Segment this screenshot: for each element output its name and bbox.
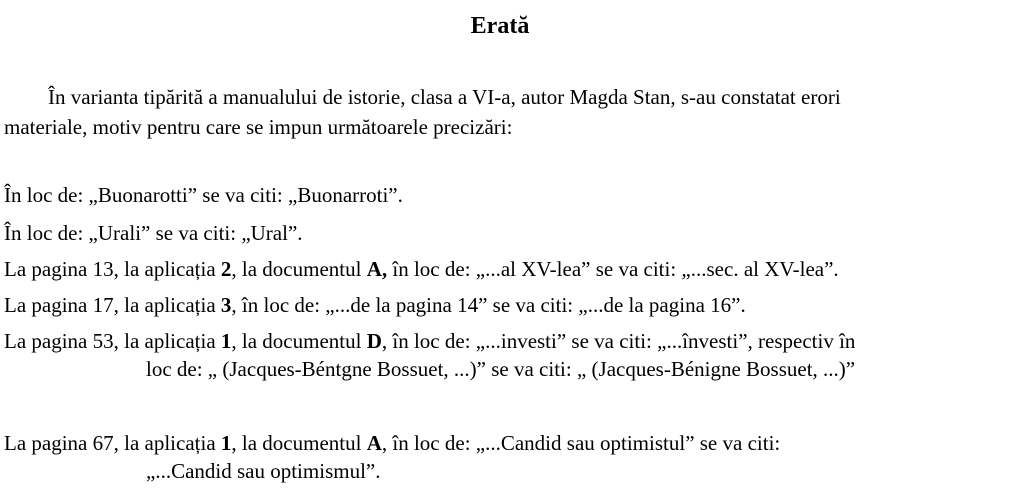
correction-6-doc: A	[366, 431, 382, 455]
correction-6-mid: , la documentul	[231, 431, 367, 455]
correction-1	[4, 180, 403, 210]
correction-6-continuation: „...Candid sau optimismul”.	[146, 459, 381, 483]
intro-line-2: materiale, motiv pentru care se impun următoarele precizări:	[4, 115, 513, 139]
correction-3-doc: A,	[366, 257, 388, 281]
correction-5-doc: D	[366, 329, 382, 353]
correction-4-app: 3	[220, 293, 232, 317]
intro-line-1: În varianta tipărită a manualului de istorie, clasa a VI-a, autor Magda Stan, s-au constatat erori	[48, 85, 841, 109]
correction-4-prefix: La pagina 17, la aplicația	[4, 293, 221, 317]
correction-3-prefix: La pagina 13, la aplicația	[4, 257, 221, 281]
correction-2-text: În loc de: „Urali” se va citi: „Ural”.	[4, 221, 303, 245]
correction-5-rest: , în loc de: „...investi” se va citi: „...învesti”, respectiv în	[381, 329, 856, 353]
correction-6-app: 1	[220, 431, 232, 455]
correction-4	[4, 290, 746, 320]
correction-6-rest: , în loc de: „...Candid sau optimistul” se va citi:	[381, 431, 781, 455]
correction-3-mid: , la documentul	[231, 257, 367, 281]
correction-6	[4, 428, 780, 458]
page-title: Erată	[470, 13, 530, 39]
correction-5-app: 1	[220, 329, 232, 353]
correction-3-rest: în loc de: „...al XV-lea” se va citi: „...sec. al XV-lea”.	[387, 257, 839, 281]
correction-5	[4, 326, 855, 356]
intro-paragraph	[4, 82, 1024, 142]
correction-3	[4, 254, 839, 284]
correction-5-mid: , la documentul	[231, 329, 367, 353]
correction-3-app: 2	[220, 257, 232, 281]
correction-5-continuation: loc de: „ (Jacques-Béntgne Bossuet, ...)” se va citi: „ (Jacques-Bénigne Bossuet, ...)”	[146, 357, 856, 381]
correction-2	[4, 218, 303, 248]
correction-4-rest: , în loc de: „...de la pagina 14” se va citi: „...de la pagina 16”.	[231, 293, 746, 317]
correction-6-prefix: La pagina 67, la aplicația	[4, 431, 221, 455]
correction-1-text: În loc de: „Buonarotti” se va citi: „Buonarroti”.	[4, 183, 403, 207]
correction-5-prefix: La pagina 53, la aplicația	[4, 329, 221, 353]
